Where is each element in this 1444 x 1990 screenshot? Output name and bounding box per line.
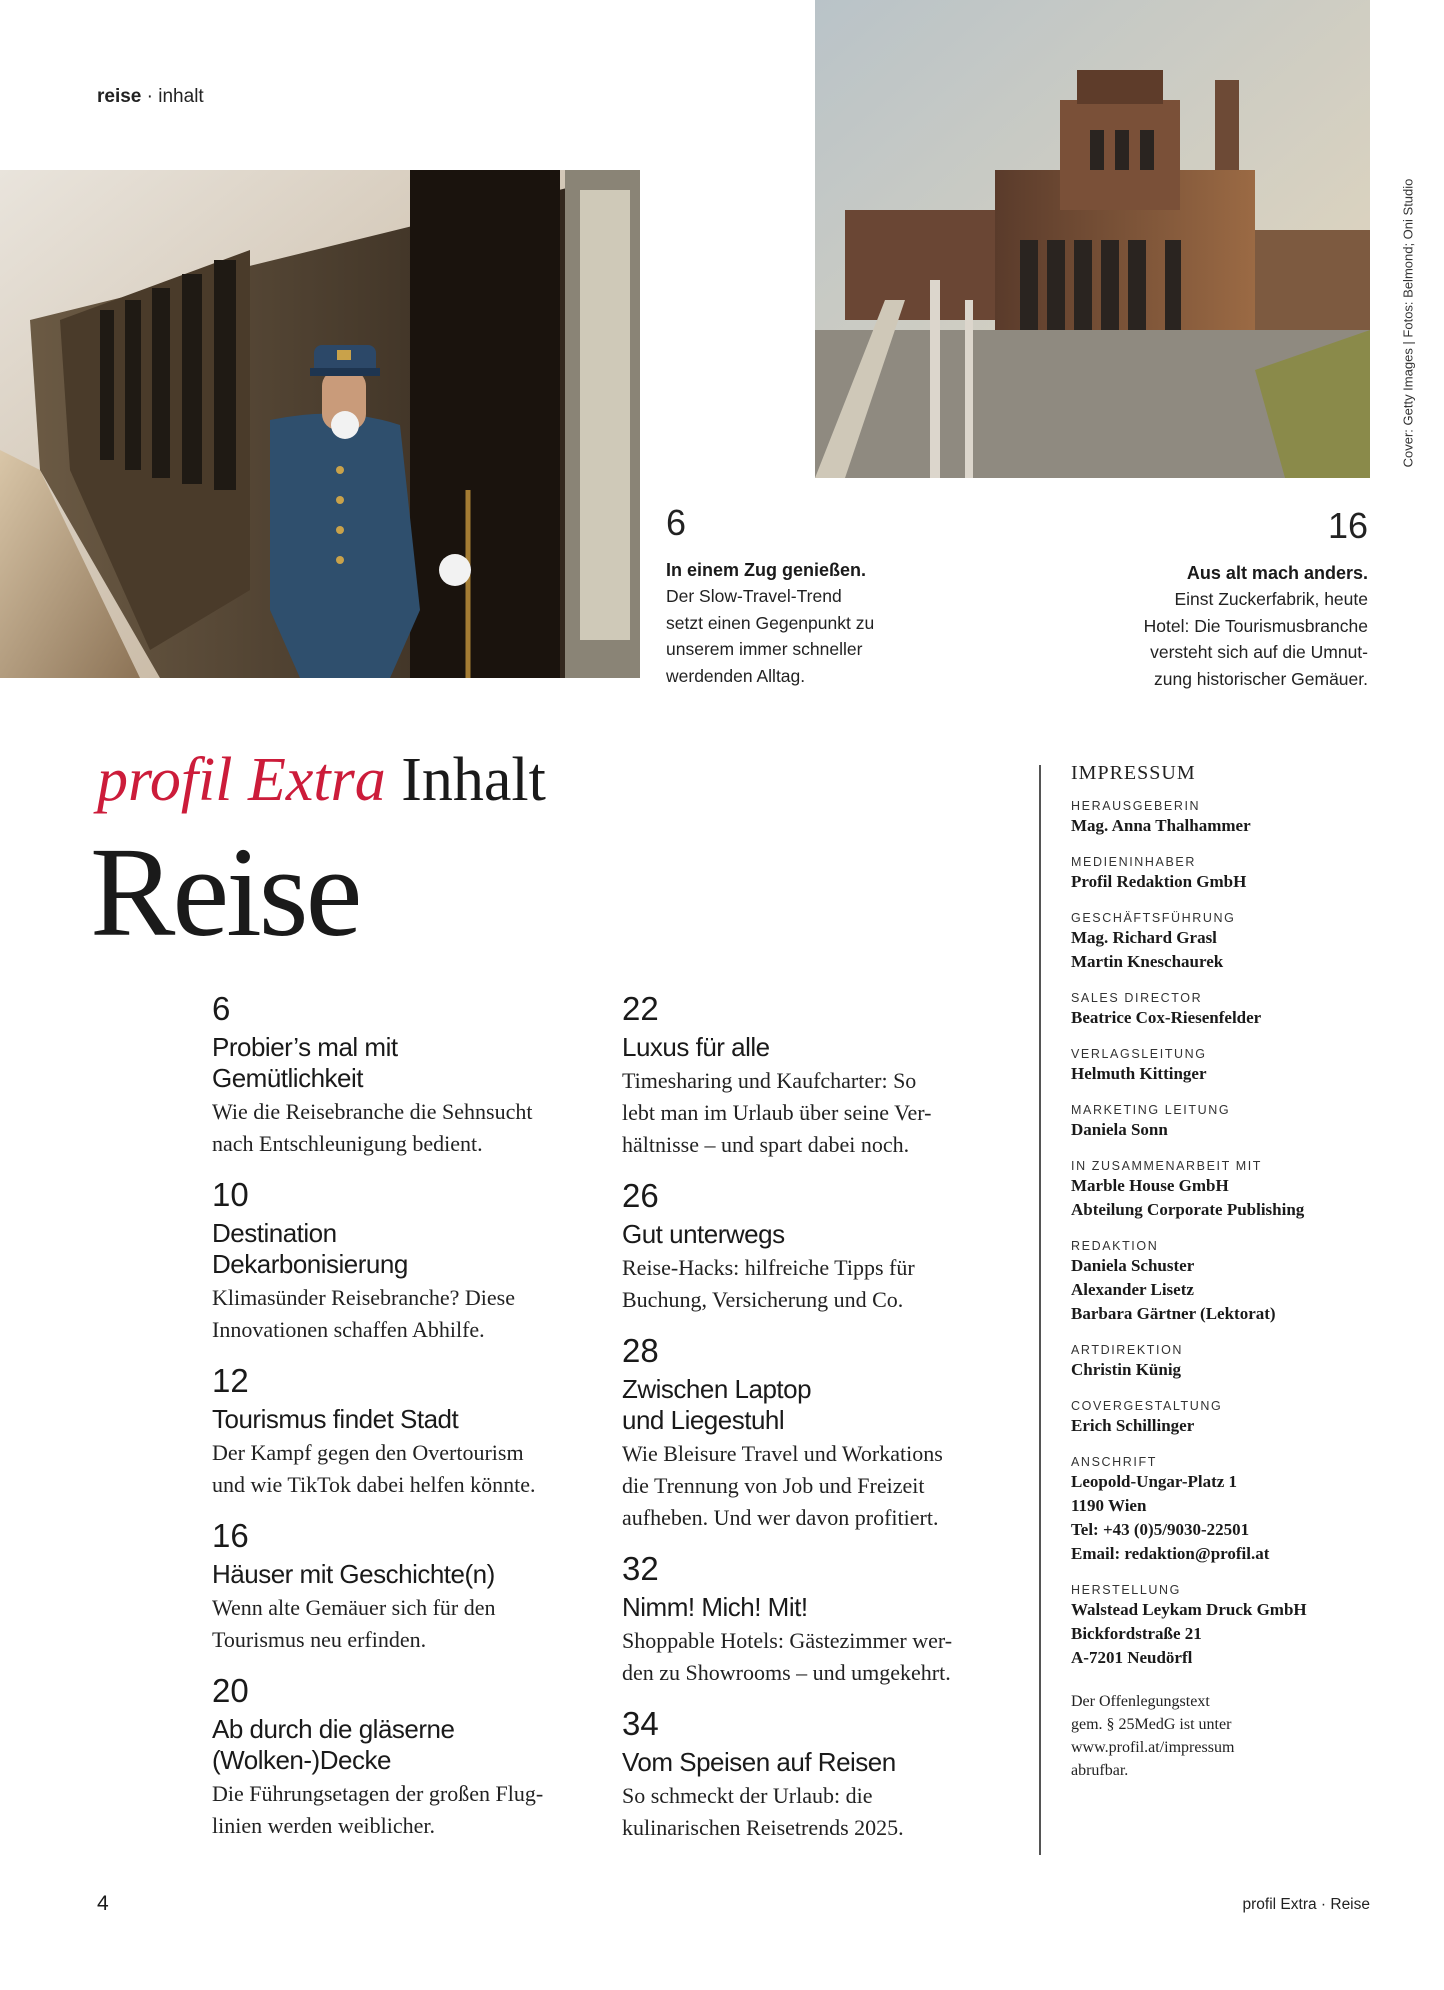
photo-credit-text: Cover: Getty Images | Fotos: Belmond; Oni Studio <box>1400 178 1416 467</box>
disclosure-line: abrufbar. <box>1071 1762 1129 1779</box>
toc-page-number: 16 <box>212 1517 249 1554</box>
impressum-value: Marble House GmbH <box>1071 1176 1229 1195</box>
toc-title-line: Nimm! Mich! Mit! <box>622 1592 808 1622</box>
caption-line: unserem immer schneller <box>666 639 863 659</box>
toc-entry[interactable] <box>212 1517 597 1656</box>
train-conductor-photo <box>0 170 640 678</box>
toc-title-line: Destination <box>212 1218 337 1248</box>
impressum-section <box>1071 910 1371 974</box>
caption-page-number: 16 <box>1327 505 1368 546</box>
disclosure-line: Der Offenlegungstext <box>1071 1693 1210 1710</box>
toc-column-left <box>212 990 597 1858</box>
impressum-value: Martin Kneschaurek <box>1071 952 1224 971</box>
impressum-value: Daniela Schuster <box>1071 1256 1195 1275</box>
impressum-label: REDAKTION <box>1071 1239 1159 1253</box>
impressum-label: MEDIENINHABER <box>1071 855 1196 869</box>
impressum-value: Abteilung Corporate Publishing <box>1071 1200 1305 1219</box>
impressum-value: Beatrice Cox-Riesenfelder <box>1071 1008 1262 1027</box>
toc-entry[interactable] <box>212 1176 597 1346</box>
toc-page-number: 32 <box>622 1550 659 1587</box>
section-breadcrumb <box>97 86 204 108</box>
caption-line: Hotel: Die Tourismusbranche <box>1143 615 1368 636</box>
impressum-section <box>1071 1398 1371 1438</box>
impressum-value: Walstead Leykam Druck GmbH <box>1071 1600 1307 1619</box>
impressum-label: HERSTELLUNG <box>1071 1583 1181 1597</box>
toc-title-line: Vom Speisen auf Reisen <box>622 1747 896 1777</box>
toc-page-number: 12 <box>212 1362 249 1399</box>
impressum-section <box>1071 1158 1371 1222</box>
toc-page-number: 22 <box>622 990 659 1027</box>
toc-desc-line: Die Führungsetagen der großen Flug- <box>212 1781 544 1806</box>
impressum <box>1071 762 1371 1782</box>
toc-desc-line: und wie TikTok dabei helfen könnte. <box>212 1472 536 1497</box>
toc-title-line: Probier’s mal mit <box>212 1032 398 1062</box>
impressum-label: SALES DIRECTOR <box>1071 991 1203 1005</box>
toc-column-right <box>622 990 1007 1860</box>
toc-entry[interactable] <box>622 1705 1007 1844</box>
impressum-value: 1190 Wien <box>1071 1496 1147 1515</box>
toc-page-number: 20 <box>212 1672 249 1709</box>
toc-desc-line: Klimasünder Reisebranche? Diese <box>212 1285 515 1310</box>
toc-desc-line: die Trennung von Job und Freizeit <box>622 1473 925 1498</box>
impressum-section <box>1071 990 1371 1030</box>
toc-desc-line: Timesharing und Kaufcharter: So <box>622 1068 917 1093</box>
toc-title-line: (Wolken-)Decke <box>212 1745 391 1775</box>
impressum-value: Helmuth Kittinger <box>1071 1064 1207 1083</box>
toc-title-line: Ab durch die gläserne <box>212 1714 455 1744</box>
toc-desc-line: hältnisse – und spart dabei noch. <box>622 1132 910 1157</box>
toc-desc-line: Tourismus neu erfinden. <box>212 1627 427 1652</box>
page-number: 4 <box>97 1892 109 1915</box>
toc-desc-line: nach Entschleunigung bedient. <box>212 1131 483 1156</box>
toc-page-number: 10 <box>212 1176 249 1213</box>
photo-credit <box>1396 170 1420 475</box>
caption-train <box>666 502 906 689</box>
toc-entry[interactable] <box>212 990 597 1160</box>
toc-title-line: Gut unterwegs <box>622 1219 785 1249</box>
toc-desc-line: Buchung, Versicherung und Co. <box>622 1287 904 1312</box>
impressum-label: VERLAGSLEITUNG <box>1071 1047 1207 1061</box>
impressum-value: Christin Künig <box>1071 1360 1182 1379</box>
toc-entry[interactable] <box>622 1550 1007 1689</box>
impressum-value: Mag. Anna Thalhammer <box>1071 816 1251 835</box>
toc-desc-line: Reise-Hacks: hilfreiche Tipps für <box>622 1255 915 1280</box>
impressum-value: Tel: +43 (0)5/9030-22501 <box>1071 1520 1250 1539</box>
toc-entry[interactable] <box>622 1177 1007 1316</box>
impressum-label: ARTDIREKTION <box>1071 1343 1184 1357</box>
impressum-section <box>1071 1582 1371 1670</box>
sugar-factory-hotel-photo <box>815 0 1370 478</box>
toc-page-number: 28 <box>622 1332 659 1369</box>
toc-entry[interactable] <box>212 1362 597 1501</box>
impressum-label: MARKETING LEITUNG <box>1071 1103 1231 1117</box>
toc-desc-line: Innovationen schaffen Abhilfe. <box>212 1317 485 1342</box>
impressum-section <box>1071 1342 1371 1382</box>
toc-entry[interactable] <box>212 1672 597 1842</box>
impressum-label: IN ZUSAMMENARBEIT MIT <box>1071 1159 1263 1173</box>
toc-title-line: Luxus für alle <box>622 1032 770 1062</box>
toc-page-number: 26 <box>622 1177 659 1214</box>
impressum-value: Bickfordstraße 21 <box>1071 1624 1202 1643</box>
caption-line: werdenden Alltag. <box>666 665 806 686</box>
heading-label: Inhalt <box>401 746 546 814</box>
breadcrumb-separator: · <box>146 86 153 107</box>
impressum-section <box>1071 1046 1371 1086</box>
impressum-label: COVERGESTALTUNG <box>1071 1399 1223 1413</box>
impressum-section <box>1071 854 1371 894</box>
impressum-label: ANSCHRIFT <box>1071 1455 1157 1469</box>
page-title: Reise <box>90 821 360 963</box>
impressum-label: GESCHÄFTSFÜHRUNG <box>1071 911 1236 925</box>
toc-page-number: 6 <box>212 990 231 1027</box>
brand-name: profil Extra <box>97 746 386 814</box>
impressum-label: HERAUSGEBERIN <box>1071 799 1201 813</box>
impressum-value: Barbara Gärtner (Lektorat) <box>1071 1304 1276 1323</box>
toc-entry[interactable] <box>622 990 1007 1161</box>
caption-line: zung historischer Gemäuer. <box>1154 668 1368 689</box>
section-label: reise <box>97 86 142 107</box>
toc-desc-line: Der Kampf gegen den Overtourism <box>212 1440 524 1465</box>
caption-line: Der Slow-Travel-Trend <box>666 586 842 606</box>
caption-title: In einem Zug genießen. <box>666 560 867 580</box>
toc-entry[interactable] <box>622 1332 1007 1534</box>
magazine-heading <box>97 745 546 815</box>
toc-desc-line: kulinarischen Reisetrends 2025. <box>622 1815 904 1840</box>
impressum-email[interactable]: Email: redaktion@profil.at <box>1071 1544 1270 1563</box>
disclosure-note <box>1071 1690 1271 1782</box>
caption-line: versteht sich auf die Umnut- <box>1150 642 1368 662</box>
toc-title-line: Zwischen Laptop <box>622 1374 812 1404</box>
impressum-section <box>1071 1102 1371 1142</box>
impressum-value: Alexander Lisetz <box>1071 1280 1194 1299</box>
caption-factory <box>1100 505 1368 692</box>
impressum-section <box>1071 798 1371 838</box>
disclosure-line: gem. § 25MedG ist unter <box>1071 1716 1232 1733</box>
toc-title-line: Tourismus findet Stadt <box>212 1404 459 1434</box>
running-footer: profil Extra · Reise <box>1242 1896 1370 1913</box>
caption-title: Aus alt mach anders. <box>1186 563 1368 583</box>
toc-desc-line: aufheben. Und wer davon profitiert. <box>622 1505 939 1530</box>
toc-desc-line: Wie Bleisure Travel und Workations <box>622 1441 943 1466</box>
disclosure-link[interactable]: www.profil.at/impressum <box>1071 1739 1235 1756</box>
toc-desc-line: So schmeckt der Urlaub: die <box>622 1783 873 1808</box>
toc-desc-line: Wie die Reisebranche die Sehnsucht <box>212 1099 533 1124</box>
toc-desc-line: den zu Showrooms – und umgekehrt. <box>622 1660 951 1685</box>
toc-desc-line: Shoppable Hotels: Gästezimmer wer- <box>622 1628 953 1653</box>
impressum-value: A-7201 Neudörfl <box>1071 1648 1193 1667</box>
impressum-heading: IMPRESSUM <box>1071 762 1196 784</box>
toc-desc-line: lebt man im Urlaub über seine Ver- <box>622 1100 932 1125</box>
impressum-value: Daniela Sonn <box>1071 1120 1168 1139</box>
caption-line: Einst Zuckerfabrik, heute <box>1174 589 1368 609</box>
toc-desc-line: linien werden weiblicher. <box>212 1813 435 1838</box>
impressum-section <box>1071 1454 1371 1566</box>
impressum-section <box>1071 1238 1371 1326</box>
impressum-value: Profil Redaktion GmbH <box>1071 872 1247 891</box>
toc-title-line: und Liegestuhl <box>622 1405 785 1435</box>
toc-title-line: Dekarbonisierung <box>212 1249 408 1279</box>
impressum-divider <box>1039 765 1041 1855</box>
subsection-label: inhalt <box>158 86 204 107</box>
toc-title-line: Häuser mit Geschichte(n) <box>212 1559 495 1589</box>
caption-page-number: 6 <box>666 502 687 543</box>
toc-title-line: Gemütlichkeit <box>212 1063 363 1093</box>
impressum-value: Erich Schillinger <box>1071 1416 1195 1435</box>
toc-desc-line: Wenn alte Gemäuer sich für den <box>212 1595 496 1620</box>
toc-page-number: 34 <box>622 1705 659 1742</box>
impressum-value: Mag. Richard Grasl <box>1071 928 1217 947</box>
caption-line: setzt einen Gegenpunkt zu <box>666 612 875 633</box>
impressum-value: Leopold-Ungar-Platz 1 <box>1071 1472 1238 1491</box>
